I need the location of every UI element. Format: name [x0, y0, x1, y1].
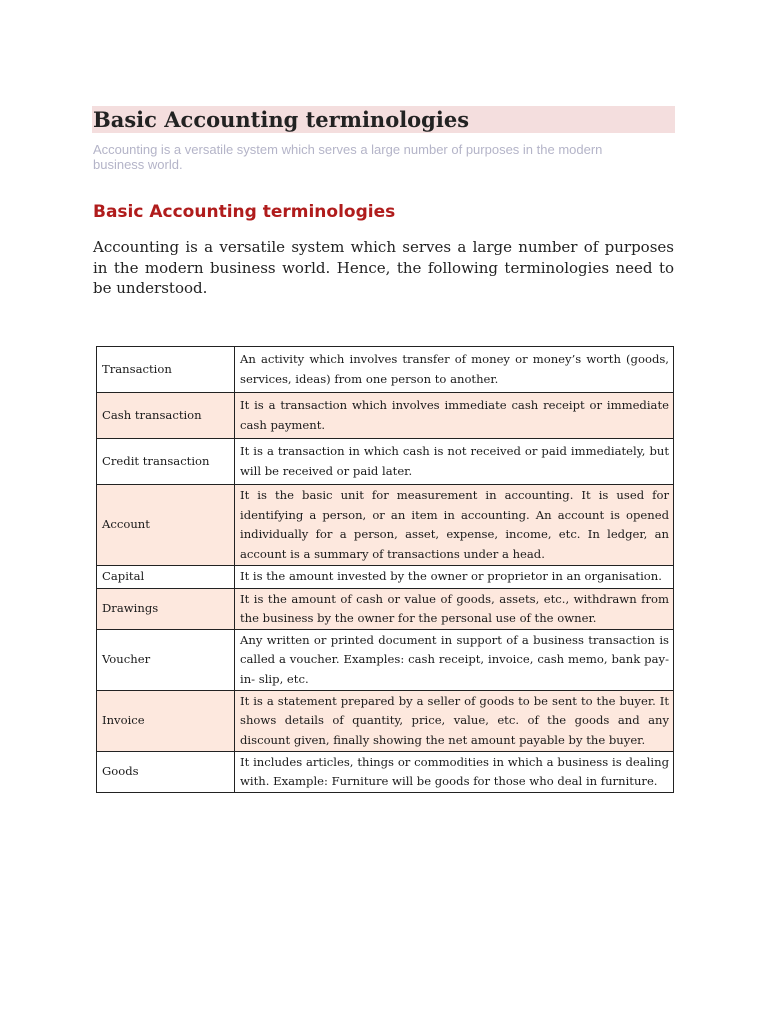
table-row	[97, 347, 674, 393]
definition-cell: It is the amount invested by the owner or proprietor in an organisation.	[235, 566, 674, 589]
definition-cell: Any written or printed document in support of a business transaction is called a voucher. Examples: cash receipt, invoice, cash memo, bank pay-in- slip, etc.	[235, 630, 674, 691]
term-cell: Cash transaction	[97, 393, 235, 439]
table-row	[97, 630, 674, 691]
definition-cell: It is a statement prepared by a seller of goods to be sent to the buyer. It shows details of quantity, price, value, etc. of the goods and any discount given, finally showing the net amount payable by the buyer.	[235, 691, 674, 752]
term-cell: Goods	[97, 752, 235, 793]
document-title: Basic Accounting terminologies	[93, 107, 470, 132]
term-cell: Voucher	[97, 630, 235, 691]
term-cell: Drawings	[97, 589, 235, 630]
terminology-table	[96, 346, 674, 793]
table-row	[97, 752, 674, 793]
definition-cell: It is the amount of cash or value of goods, assets, etc., withdrawn from the business by the owner for the personal use of the owner.	[235, 589, 674, 630]
term-cell: Account	[97, 485, 235, 566]
term-cell: Transaction	[97, 347, 235, 393]
definition-cell: It is a transaction which involves immediate cash receipt or immediate cash payment.	[235, 393, 674, 439]
table-row	[97, 439, 674, 485]
term-cell: Credit transaction	[97, 439, 235, 485]
definition-cell: It is a transaction in which cash is not received or paid immediately, but will be received or paid later.	[235, 439, 674, 485]
table-row	[97, 485, 674, 566]
section-heading: Basic Accounting terminologies	[93, 202, 396, 222]
table-row	[97, 566, 674, 589]
table-row	[97, 589, 674, 630]
table-row	[97, 393, 674, 439]
table-row	[97, 691, 674, 752]
definition-cell: It includes articles, things or commodities in which a business is dealing with. Example: Furniture will be goods for those who deal in furniture.	[235, 752, 674, 793]
term-cell: Invoice	[97, 691, 235, 752]
definition-cell: It is the basic unit for measurement in accounting. It is used for identifying a person, or an item in accounting. An account is opened individually for a person, asset, expense, income, etc. In ledger, an account is a summary of transactions under a head.	[235, 485, 674, 566]
document-subtitle: Accounting is a versatile system which serves a large number of purposes in the modern business world.	[93, 142, 603, 172]
term-cell: Capital	[97, 566, 235, 589]
intro-paragraph: Accounting is a versatile system which serves a large number of purposes in the modern business world. Hence, the following terminologies need to be understood.	[93, 238, 674, 297]
definition-cell: An activity which involves transfer of money or money’s worth (goods, services, ideas) from one person to another.	[235, 347, 674, 393]
